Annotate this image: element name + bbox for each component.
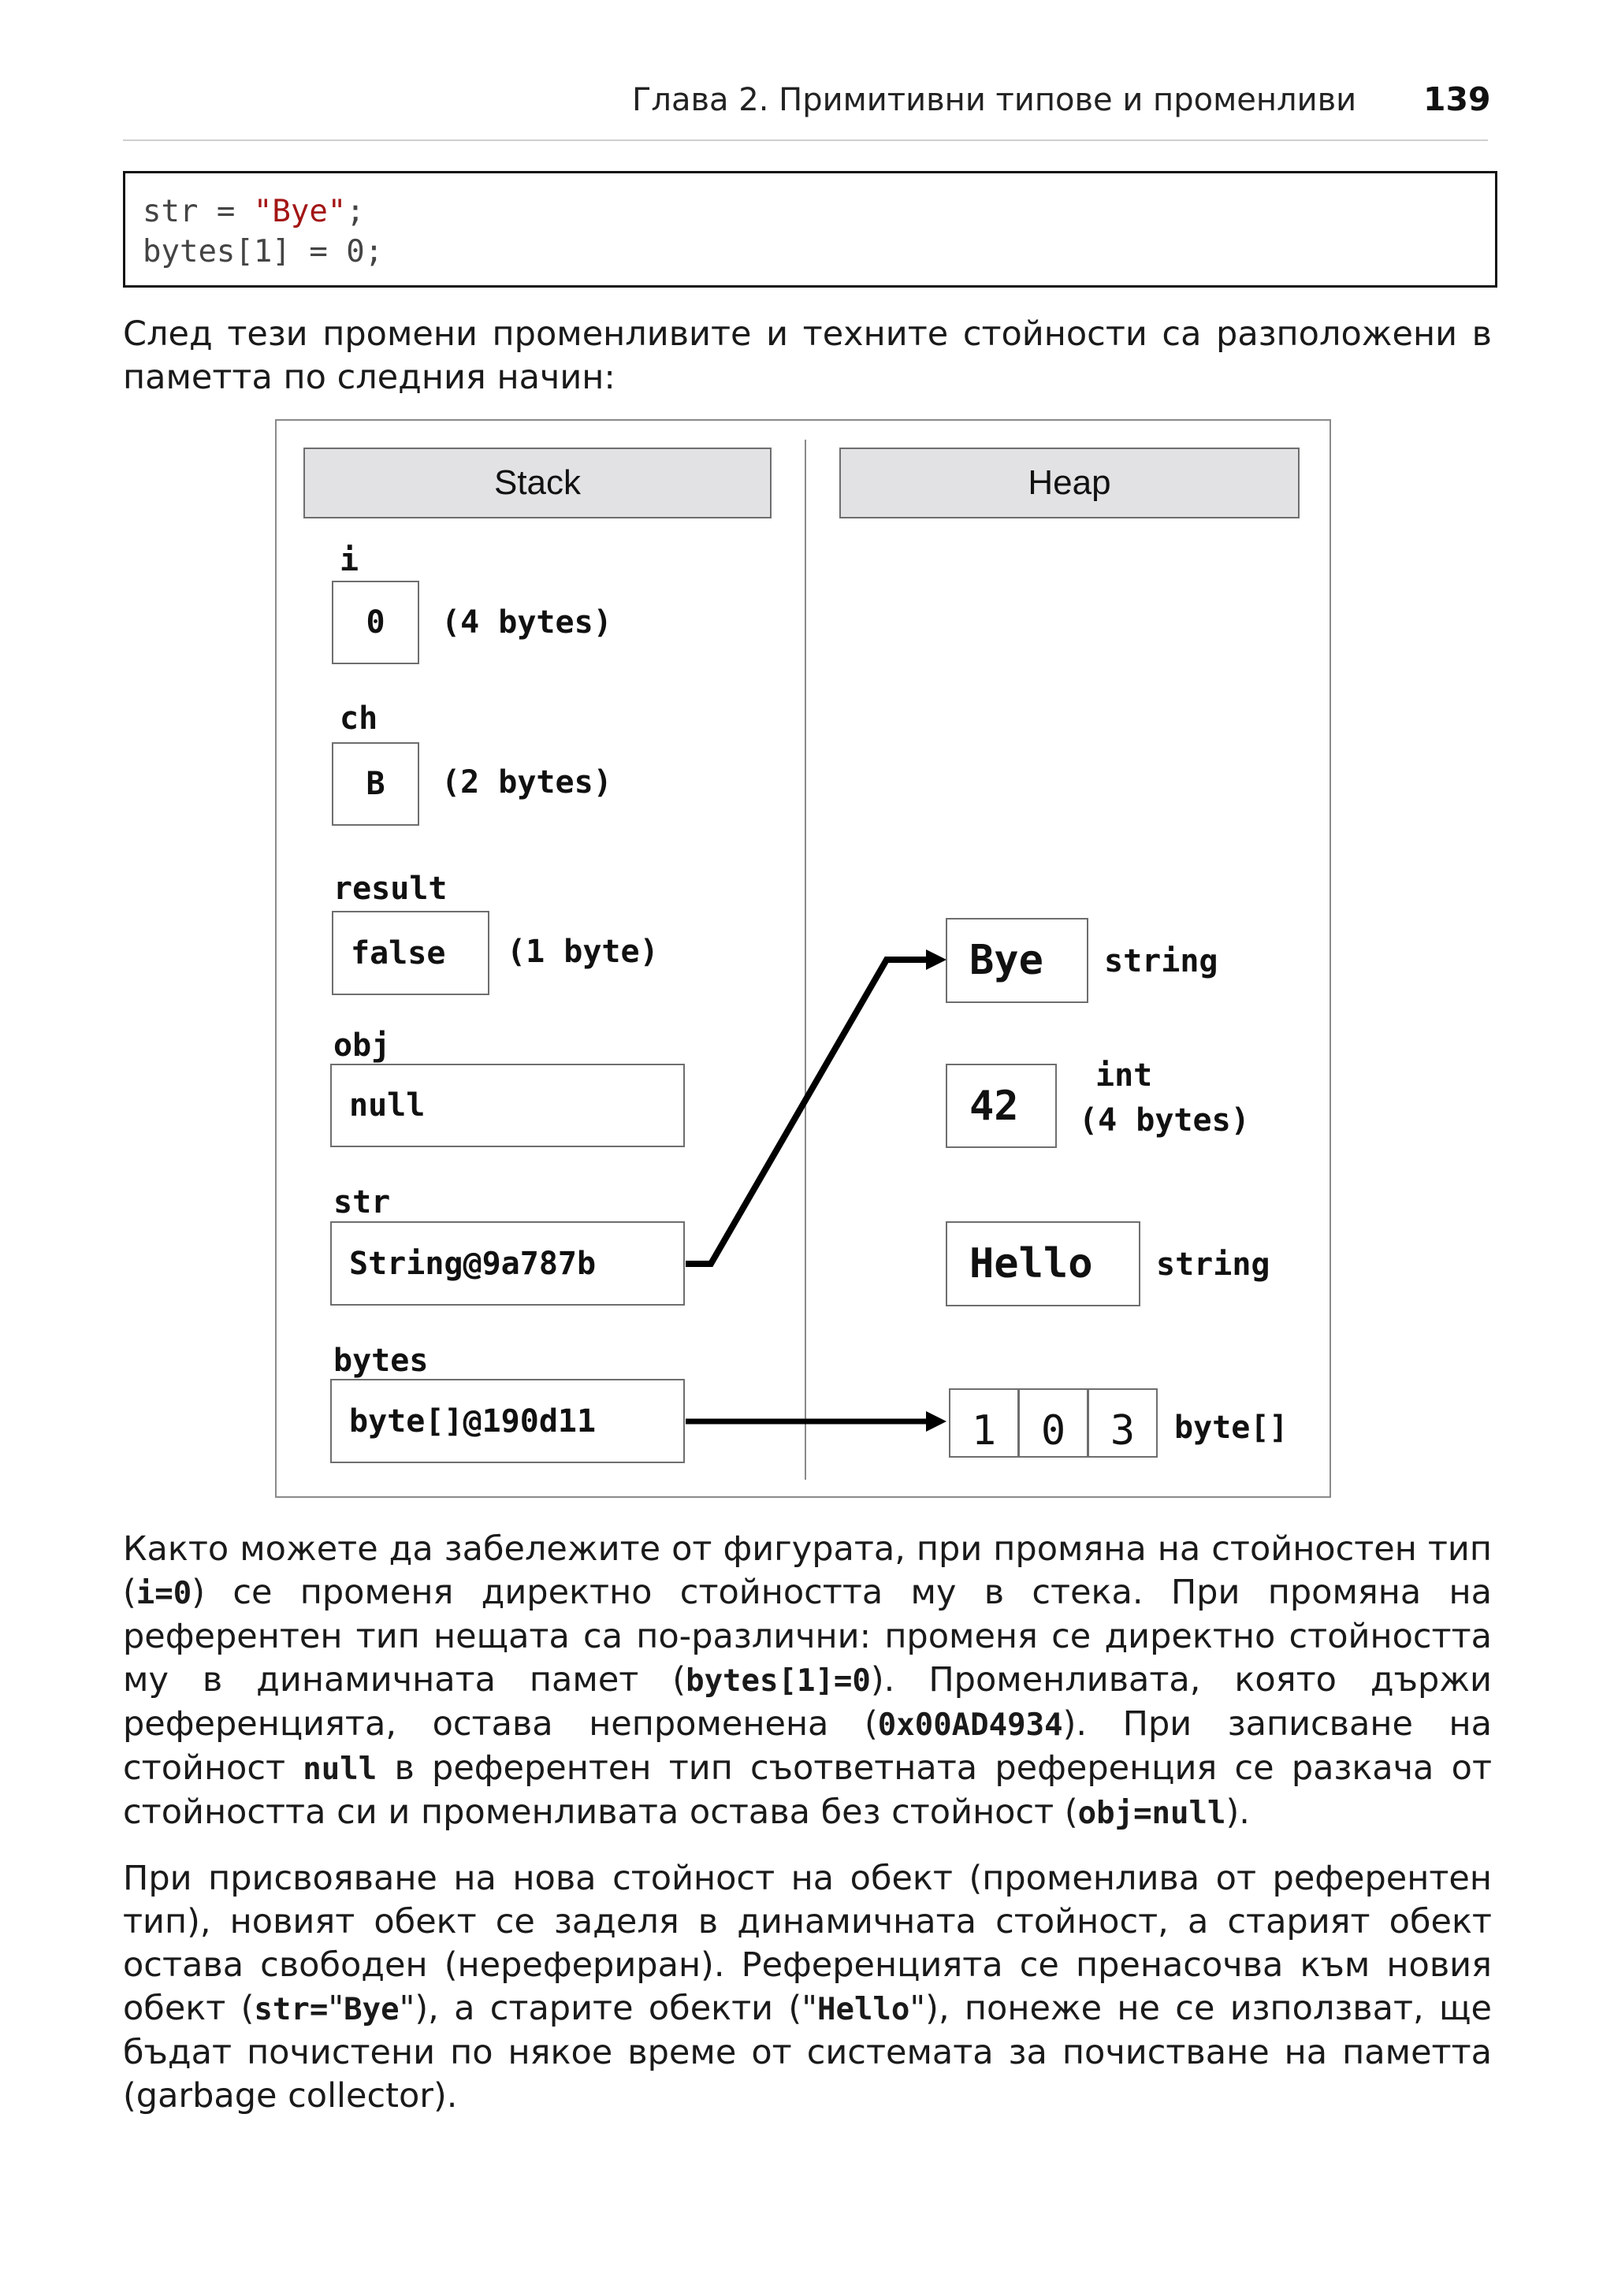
inline-code: Bye [344, 1992, 400, 2027]
var-value-obj: null [330, 1064, 685, 1147]
heap-type-int-size: (4 bytes) [1079, 1102, 1250, 1139]
inline-code: null [303, 1752, 377, 1787]
var-name-i: i [340, 542, 359, 578]
heap-byte-cell: 3 [1088, 1388, 1158, 1458]
var-name-result: result [333, 871, 448, 907]
var-name-bytes: bytes [333, 1343, 429, 1379]
stack-header: Stack [303, 448, 772, 518]
heap-object-42: 42 [946, 1064, 1057, 1148]
var-name-ch: ch [340, 700, 378, 737]
bytes-arrowhead [926, 1411, 946, 1432]
var-value-ch: B [332, 742, 419, 826]
intro-paragraph: След тези промени променливите и техните стойности са разположени в паметта по следния начин: [123, 314, 1492, 397]
inline-code: str= [254, 1992, 329, 2027]
var-size-ch: (2 bytes) [441, 764, 612, 801]
var-size-result: (1 byte) [507, 934, 659, 970]
heap-object-hello: Hello [946, 1221, 1140, 1306]
heap-type-hello: string [1156, 1246, 1270, 1283]
inline-code: Hello [816, 1992, 910, 2027]
assignment-paragraph: При присвояване на нова стойност на обект (променлива от референтен тип), новият обект се заделя в динамичната стойност, а старият обект остава свободен (нерефериран). Референцията се пренасочва към новия обект (str="Bye"), а старите обекти ("Hello"), понеже не се използват, ще бъдат почистени по някое време от системата за почистване на паметта (garbage collector). [123, 1859, 1492, 2116]
chapter-title: Глава 2. Примитивни типове и променливи [632, 82, 1357, 118]
heap-type-bye: string [1104, 943, 1218, 979]
inline-code: obj=null [1077, 1796, 1226, 1831]
inline-code: 0x00AD4934 [877, 1707, 1063, 1743]
heap-byte-cell: 1 [949, 1388, 1019, 1458]
var-name-str: str [333, 1184, 391, 1220]
explanation-paragraph: Както можете да забележите от фигурата, при промяна на стойностен тип (i=0) се променя директно стойността му в стека. При промяна на референтен тип нещата са по-различни: променя се директно стойността му в динамичната памет (bytes[1]=0). Променливата, която държи референцията, остава непроменена (0x00AD4934). При записване на стойност null в референтен тип съответната референция се разкача от стойността си и променливата остава без стойност (obj=null). [123, 1529, 1492, 1832]
heap-type-int: int [1095, 1057, 1153, 1094]
reference-arrows [277, 421, 1333, 1499]
memory-diagram [275, 419, 1331, 1498]
code-line-1: str = "Bye"; [143, 194, 365, 229]
code-line-2: bytes[1] = 0; [143, 234, 384, 269]
var-value-bytes: byte[]@190d11 [330, 1379, 685, 1463]
var-value-str: String@9a787b [330, 1221, 685, 1306]
heap-type-bytes: byte[] [1174, 1410, 1289, 1446]
var-value-i: 0 [332, 581, 419, 664]
inline-code: bytes[1]=0 [686, 1663, 871, 1699]
var-value-result: false [332, 911, 489, 995]
heap-object-bye: Bye [946, 918, 1088, 1003]
heap-byte-cell: 0 [1018, 1388, 1088, 1458]
inline-code: i=0 [136, 1576, 192, 1611]
str-reference-arrow [686, 960, 928, 1264]
header-divider [123, 139, 1488, 141]
code-listing [123, 171, 1497, 288]
str-arrowhead [926, 949, 946, 970]
code-string-literal: "Bye" [253, 194, 347, 229]
var-name-obj: obj [333, 1027, 391, 1064]
heap-header: Heap [839, 448, 1300, 518]
page-number: 139 [1423, 80, 1491, 118]
var-size-i: (4 bytes) [441, 604, 612, 641]
